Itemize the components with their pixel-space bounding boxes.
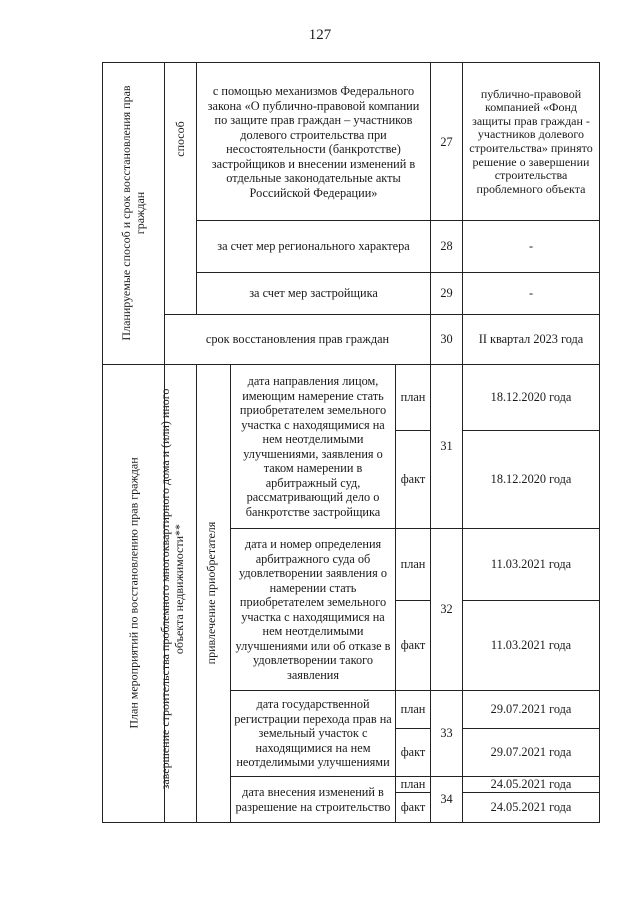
row-33-fact-label: факт [400, 745, 426, 760]
row-33-plan-label: план [400, 702, 426, 717]
row-33-fact-value: 29.07.2021 года [490, 745, 572, 760]
row-34-plan-value: 24.05.2021 года [490, 777, 572, 792]
row-33-number: 33 [440, 726, 453, 741]
row-28-text: за счет мер регионального характера [217, 239, 410, 254]
row-32-plan-value: 11.03.2021 года [490, 557, 572, 572]
row-29-value: - [528, 286, 534, 301]
page-number: 127 [308, 27, 332, 43]
completion-label: завершение строительства проблемного многоквартирного дома и (или) иного объекта недвижимости** [158, 388, 186, 790]
row-32-fact-label: факт [400, 638, 426, 653]
row-33-plan-value: 29.07.2021 года [490, 702, 572, 717]
row-31-text: дата направления лицом, имеющим намерение стать приобретателем земельного участка с находящимися на нем неотделимыми улучшениями, заявления о таком намерении в арбитражный суд, рассматривающий дело о банкротстве застройщика [239, 374, 387, 519]
row-32-plan-label: план [400, 557, 426, 572]
row-28-value: - [528, 239, 534, 254]
row-31-plan-value: 18.12.2020 года [490, 390, 572, 405]
row-30-value: II квартал 2023 года [478, 332, 584, 347]
row-34-number: 34 [440, 792, 453, 807]
row-33-text: дата государственной регистрации перехода прав на земельный участок с находящимися на нем неотделимыми улучшениями [234, 697, 392, 770]
row-32-fact-value: 11.03.2021 года [490, 638, 572, 653]
row-27-number: 27 [440, 134, 453, 149]
attract-acquirer-label: привлечение приобретателя [204, 521, 218, 665]
row-32-number: 32 [440, 602, 453, 617]
row-31-fact-label: факт [400, 472, 426, 487]
row-34-text: дата внесения изменений в разрешение на строительство [235, 785, 391, 814]
row-30-text: срок восстановления прав граждан [205, 332, 390, 347]
row-29-text: за счет мер застройщика [249, 286, 378, 301]
method-label: способ [173, 121, 187, 157]
row-31-number: 31 [440, 439, 453, 454]
row-34-plan-label: план [400, 777, 426, 792]
row-28-number: 28 [440, 239, 453, 254]
row-31-plan-label: план [400, 390, 426, 405]
row-31-fact-value: 18.12.2020 года [490, 472, 572, 487]
row-34-fact-label: факт [400, 800, 426, 815]
row-34-fact-value: 24.05.2021 года [490, 800, 572, 815]
row-30-number: 30 [440, 332, 453, 347]
row-27-value: публично-правовой компанией «Фонд защиты прав граждан - участников долевого строительства» принято решение о завершении строительства проблемного объекта [469, 86, 593, 196]
row-27-text: с помощью механизмов Федерального закона «О публично-правовой компании по защите прав граждан – участников долевого строительства при несостоятельности (банкротстве) застройщиков и внесении изменений в отдельные законодательные акты Российской Федерации» [207, 84, 420, 200]
row-32-text: дата и номер определения арбитражного суда об удовлетворении заявления о намерении стать приобретателем земельного участка с находящимися на нем неотделимыми улучшениями или об отказе в удовлетворении такого заявления [235, 537, 391, 682]
planned-method-label: Планируемые способ и срок восстановления прав граждан [119, 85, 147, 341]
action-plan-label: План мероприятий по восстановлению прав граждан [126, 457, 141, 729]
row-29-number: 29 [440, 286, 453, 301]
